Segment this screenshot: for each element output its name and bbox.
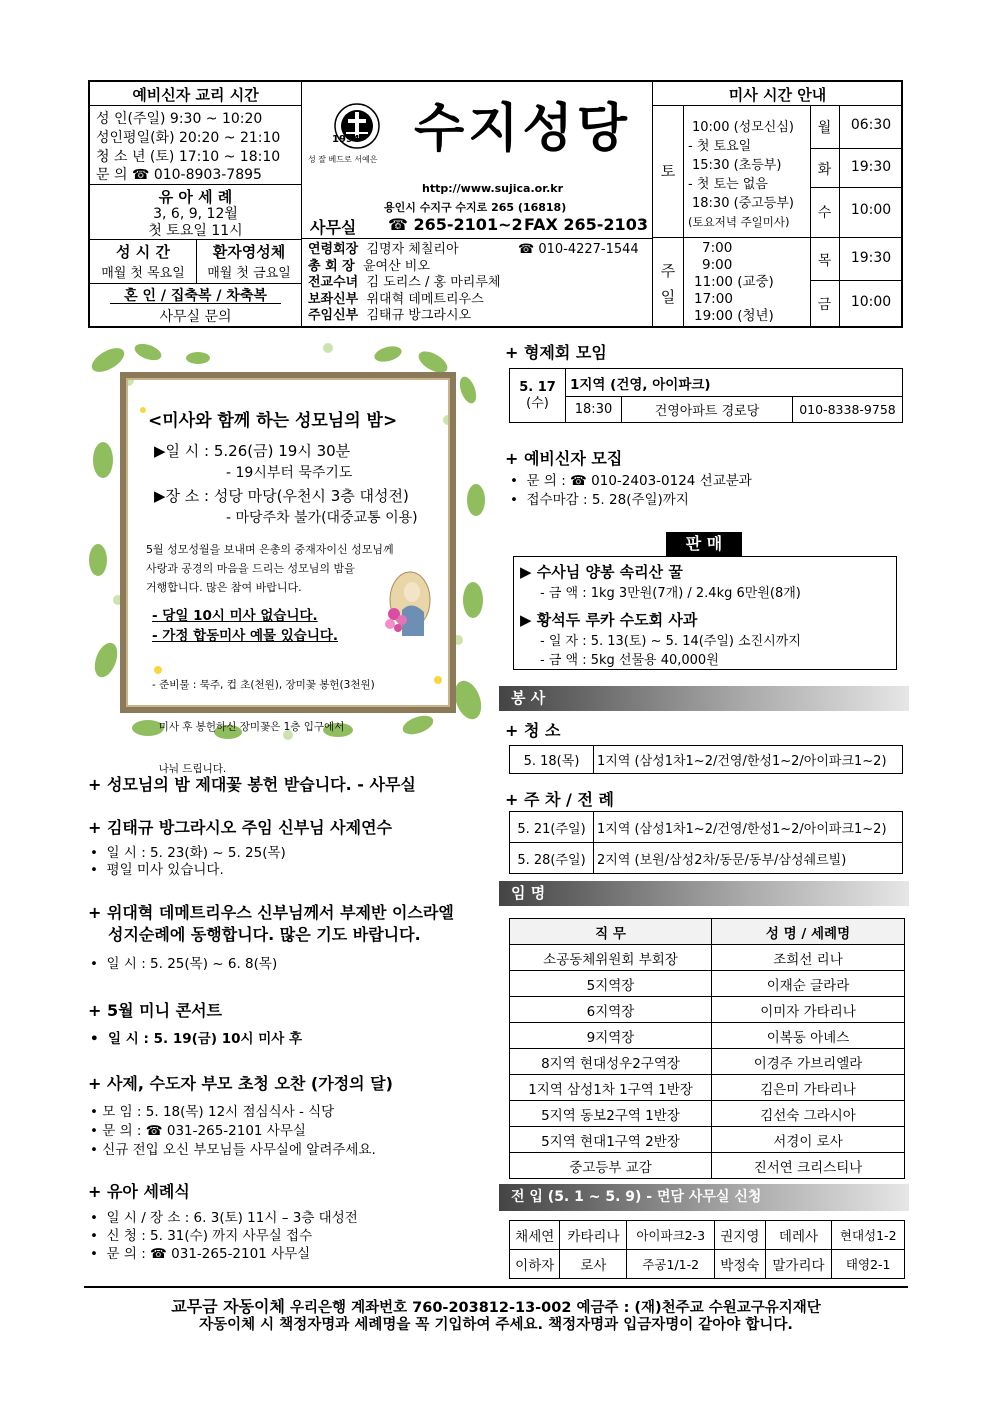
catechism-row: 청 소 년 (토) 17:10 ~ 18:10: [96, 149, 281, 165]
table-row: 이하자 로사 주공1/1-2 박정숙 말가리다 태영2-1: [510, 1250, 905, 1279]
retreat-list: • 일 시 : 5. 23(화) ~ 5. 25(목) • 평일 미사 있습니다.: [90, 845, 286, 878]
marriage-value: 사무실 문의: [159, 309, 232, 325]
officer-row: 전교수녀 김 도리스 / 홍 마리루체: [308, 275, 501, 290]
officer-row: 주임신부 김태규 방그라시오: [308, 308, 472, 323]
poster-date-sub: - 19시부터 묵주기도: [226, 465, 353, 481]
retreat-title: + 김태규 방그라시오 주임 신부님 사제연수: [88, 818, 393, 837]
brotherhood-time: 18:30: [566, 397, 622, 423]
brotherhood-place: 건영아파트 경로당: [622, 397, 793, 423]
appointment-bar: 임 명: [499, 881, 909, 906]
poster-body: 5월 성모성월을 보내며 은총의 중재자이신 성모님께 사랑과 공경의 마음을 드리는 성모님의 밤을 거행합니다. 많은 참여 바랍니다.: [146, 543, 394, 594]
masthead: [88, 80, 903, 328]
officer-list: [308, 242, 639, 325]
saturday-times: 10:00 (성모신심) - 첫 토요일 15:30 (초등부) - 첫 토는 없음 18:30 (중고등부) (토요저녁 주일미사): [688, 120, 794, 229]
catechism-row: 성인평일(화) 20:20 ~ 21:10: [96, 130, 281, 146]
parents-lunch-list: • 모 임 : 5. 18(목) 12시 점심식사 - 식당 • 문 의 : ☎ 031-265-2101 사무실 • 신규 전입 오신 부모님들 사무실에 알려주세요.: [90, 1104, 376, 1158]
officer-row: 총 회 장 윤여산 비오: [308, 258, 430, 274]
time-wed: 10:00: [850, 202, 892, 218]
concert-title: + 5월 미니 콘서트: [88, 1001, 222, 1020]
service-bar: 봉 사: [499, 686, 909, 711]
brotherhood-region: 1지역 (건영, 아이파크): [566, 369, 903, 397]
catechism-title: 예비신자 교리 시간: [90, 84, 301, 106]
brotherhood-date-cell: 5. 17 (수): [510, 369, 566, 423]
altar-flower-notice: + 성모님의 밤 제대꽃 봉헌 받습니다. - 사무실: [88, 775, 416, 794]
catechumen-title: + 예비신자 모집: [505, 449, 623, 468]
address: 용인시 수지구 수지로 265 (16818): [384, 201, 567, 214]
sale-apple-price: - 금 액 : 5kg 선물용 40,000원: [540, 653, 719, 668]
brotherhood-table: [509, 368, 903, 423]
table-row: 8지역 현대성우2구역장 이경주 가브리엘라: [510, 1049, 905, 1075]
table-row: 5지역 동보2구역 1반장 김선숙 그라시아: [510, 1101, 905, 1127]
sale-box: [513, 556, 897, 670]
table-row: 5지역 현대1구역 2반장 서경이 로사: [510, 1127, 905, 1153]
sick-communion-value: 매월 첫 금요일: [207, 266, 291, 281]
table-row: 1지역 삼성1차 1구역 1반장 김은미 가타리나: [510, 1075, 905, 1101]
sick-communion-title: 환자영성체: [212, 243, 286, 261]
footer-account: 교무금 자동이체 우리은행 계좌번호 760-203812-13-002 예금주 : (재)천주교 수원교구유지재단: [171, 1297, 821, 1316]
appointment-table: [509, 918, 905, 1179]
table-row: 소공동체위원회 부회장 조희선 리나: [510, 945, 905, 971]
infant-baptism-rite-list: • 일 시 / 장 소 : 6. 3(토) 11시 – 3층 대성전 • 신 청 : 5. 31(수) 까지 사무실 접수 • 문 의 : ☎ 031-265-2101 사무실: [90, 1210, 358, 1262]
catechism-row: 문 의 ☎ 010-8903-7895: [96, 167, 262, 183]
transfer-bar: 전 입 (5. 1 ~ 5. 9) - 면담 사무실 신청: [499, 1184, 909, 1211]
masthead-center: [302, 82, 652, 326]
poster-notes: - 당일 10시 미사 없습니다. - 가정 합동미사 예물 있습니다.: [152, 608, 339, 644]
table-row: 5. 28(주일) 2지역 (보원/삼성2차/동문/동부/삼성쉐르빌): [510, 843, 903, 874]
logo-year: 1994: [332, 134, 360, 145]
sunday-times: 7:00 9:00 11:00 (교중) 17:00 19:00 (청년): [694, 240, 774, 324]
parents-lunch-title: + 사제, 수도자 부모 초청 오찬 (가정의 달): [88, 1074, 393, 1093]
table-row: 채세연 카타리나 아이파크2-3 권지영 데레사 현대성1-2: [510, 1221, 905, 1250]
pilgrimage-list: • 일 시 : 5. 25(목) ~ 6. 8(목): [90, 956, 278, 972]
parking-table: [509, 811, 903, 874]
table-row: 5. 21(주일) 1지역 (삼성1차1~2/건영/한성1~2/아이파크1~2): [510, 812, 903, 843]
infant-baptism-months: 3, 6, 9, 12월: [153, 206, 238, 222]
catechism-row: 성 인(주일) 9:30 ~ 10:20: [96, 111, 263, 127]
transfer-table: [509, 1220, 905, 1279]
poster-date: ▶일 시 : 5.26(금) 19시 30분: [154, 442, 351, 460]
sale-item-apple: ▶ 황석두 루카 수도회 사과: [520, 611, 698, 629]
weekday-fri: 금: [817, 297, 832, 313]
table-row: 6지역장 이미자 가타리나: [510, 997, 905, 1023]
time-fri: 10:00: [850, 294, 892, 310]
table-row: 5. 18(목) 1지역 (삼성1차1~2/건영/한성1~2/아이파크1~2): [510, 746, 903, 774]
holy-hour-value: 매월 첫 목요일: [101, 266, 185, 281]
marriage-title: 혼 인 / 집축복 / 차축복: [124, 288, 267, 304]
parking-title: + 주 차 / 전 례: [505, 790, 614, 809]
logo-caption: 성 잘 베드로 서예은: [308, 155, 378, 164]
infant-baptism-title: 유 아 세 례: [158, 188, 233, 206]
saturday-label: 토: [660, 162, 676, 180]
infant-baptism-rite-title: + 유아 세례식: [88, 1182, 190, 1201]
table-row: 5지역장 이재순 글라라: [510, 971, 905, 997]
officer-row: 연령회장 김명자 체칠리아 ☎ 010-4227-1544: [308, 242, 639, 257]
office-phone: ☎ 265-2101~2: [388, 215, 523, 234]
event-poster: [88, 340, 488, 775]
poster-place-sub: - 마당주차 불가(대중교통 이용): [226, 510, 418, 526]
masthead-left: [90, 82, 302, 326]
cleaning-title: + 청 소: [505, 721, 561, 740]
poster-place: ▶장 소 : 성당 마당(우천시 3층 대성전): [154, 487, 409, 505]
time-mon: 06:30: [850, 117, 892, 133]
officer-row: 보좌신부 위대혁 데메트리우스: [308, 291, 484, 307]
sale-label: 판 매: [666, 532, 742, 556]
catechumen-list: • 문 의 : ☎ 010-2403-0124 선교분과 • 접수마감 : 5. 28(주일)까지: [510, 473, 752, 508]
website: http://www.sujica.or.kr: [422, 182, 563, 195]
weekday-thu: 목: [817, 253, 832, 269]
parish-name: 수지성당: [414, 99, 631, 159]
concert-list: • 일 시 : 5. 19(금) 10시 미사 후: [90, 1031, 303, 1047]
brotherhood-phone: 010-8338-9758: [793, 397, 903, 423]
footer-divider: [84, 1286, 908, 1288]
weekday-tue: 화: [817, 162, 832, 178]
poster-prep: - 준비물 : 묵주, 컵 초(천원), 장미꽃 봉헌(3천원) 미사 후 봉헌하신 장미꽃은 1층 입구에서 나눠 드립니다.: [152, 679, 375, 775]
office-label: 사무실: [310, 218, 357, 237]
weekday-wed: 수: [817, 205, 832, 221]
sale-item-honey: ▶ 수사님 양봉 속리산 꿀: [520, 563, 683, 581]
cleaning-table: [509, 745, 903, 774]
table-row: 9지역장 이복동 아녜스: [510, 1023, 905, 1049]
sale-apple-date: - 일 자 : 5. 13(토) ~ 5. 14(주일) 소진시까지: [540, 634, 801, 649]
pilgrimage-title: + 위대혁 데메트리우스 신부님께서 부제반 이스라엘 성지순례에 동행합니다. 많은 기도 바랍니다.: [88, 903, 454, 944]
time-thu: 19:30: [850, 250, 892, 266]
mary-flowers-illustration: [380, 570, 436, 640]
sale-honey-price: - 금 액 : 1kg 3만원(7개) / 2.4kg 6만원(8개): [540, 586, 801, 601]
weekday-mon: 월: [817, 120, 832, 136]
sunday-label: 주일: [660, 262, 676, 306]
mass-schedule: [652, 82, 901, 326]
brotherhood-title: + 형제회 모임: [505, 343, 607, 362]
mass-title: 미사 시간 안내: [653, 84, 902, 106]
holy-hour-title: 성 시 간: [116, 243, 170, 261]
time-tue: 19:30: [850, 159, 892, 175]
table-row: 중고등부 교감 진서연 크리스티나: [510, 1153, 905, 1179]
office-fax: FAX 265-2103: [524, 215, 648, 234]
footer-note: 자동이체 시 책정자명과 세례명을 꼭 기입하여 주세요. 책정자명과 입금자명이 같아야 합니다.: [199, 1317, 793, 1333]
poster-title: <미사와 함께 하는 성모님의 밤>: [148, 411, 398, 431]
table-header-row: 직 무 성 명 / 세례명: [510, 919, 905, 945]
infant-baptism-day: 첫 토요일 11시: [148, 223, 243, 239]
